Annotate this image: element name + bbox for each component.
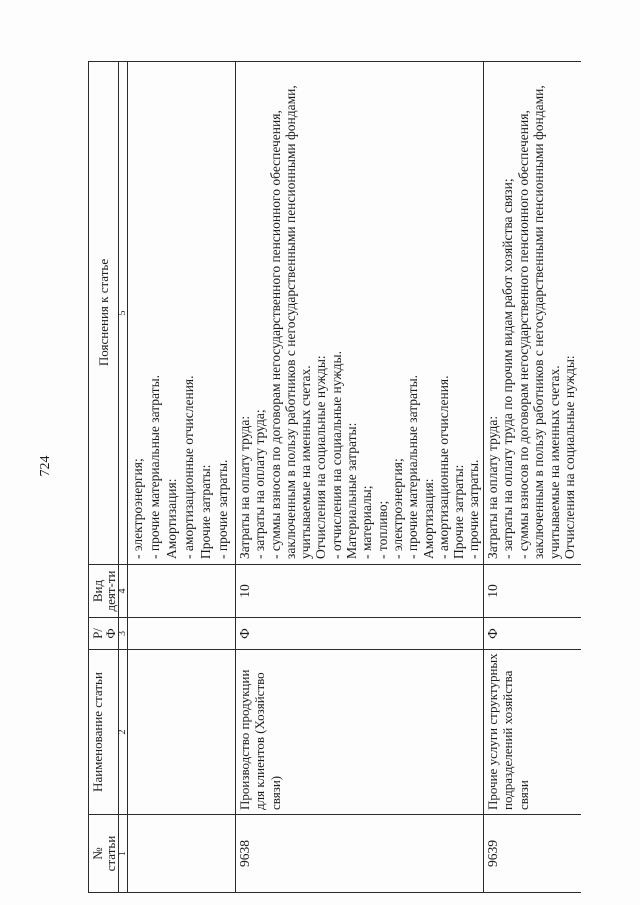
cell-explanation <box>128 62 236 565</box>
explanation-line: - суммы взносов по договорам негосударственного пенсионного обеспечения, <box>515 110 531 559</box>
table-row-9638 <box>236 62 484 893</box>
explanation-line: заключенным в пользу работников с негосударственными пенсионными фондами, <box>282 85 298 559</box>
article-number: 9638 <box>237 840 252 867</box>
rotated-table-container <box>88 62 580 893</box>
column-number: 3 <box>119 618 128 650</box>
header-line: деят-ти <box>103 570 118 612</box>
header-article-name <box>89 650 119 815</box>
cell-article-name <box>128 650 236 815</box>
cell-rf <box>484 618 581 650</box>
page-number: 724 <box>38 455 53 477</box>
article-name-line: для клиентов (Хозяйство <box>252 672 268 810</box>
article-name-line: связи) <box>267 775 283 810</box>
cell-explanation <box>236 62 484 565</box>
articles-table <box>88 61 581 893</box>
column-number: 5 <box>119 62 128 565</box>
cell-rf <box>128 618 236 650</box>
cell-rf <box>236 618 484 650</box>
header-rf <box>89 618 119 650</box>
article-name-line: подразделений хозяйства <box>500 670 516 810</box>
header-activity-type <box>89 565 119 618</box>
article-name-line: Производство продукции <box>237 669 252 810</box>
header-explanation <box>89 62 119 565</box>
explanation-line: - затраты на оплату труда по прочим видам работ хозяйства связи; <box>500 178 516 559</box>
explanation-line: Отчисления на социальные нужды: <box>313 355 329 559</box>
explanation-line: - прочие затраты. <box>215 459 230 559</box>
explanation-line: - амортизационные отчисления. <box>435 375 451 559</box>
cell-activity-type <box>484 565 581 618</box>
activity-type-value: 10 <box>485 584 500 598</box>
explanation-line: Амортизация: <box>420 478 436 559</box>
explanation-line: - затраты на оплату труда; <box>252 409 268 559</box>
column-number: 2 <box>119 650 128 815</box>
header-line: Ф <box>103 628 118 639</box>
cell-article-name <box>484 650 581 815</box>
column-numbers-row <box>119 62 128 893</box>
rf-value: Ф <box>485 628 500 639</box>
column-number: 4 <box>119 565 128 618</box>
cell-article-number <box>236 815 484 893</box>
explanation-line: - суммы взносов по договорам негосударственного пенсионного обеспечения, <box>267 110 283 559</box>
cell-explanation <box>484 62 581 565</box>
explanation-line: Прочие затраты: <box>198 464 213 559</box>
activity-type-value: 10 <box>237 584 252 598</box>
header-line: Наименование статьи <box>90 672 105 792</box>
table-row-continuation <box>128 62 236 893</box>
explanation-line: Амортизация: <box>164 478 179 559</box>
explanation-line: Затраты на оплату труда: <box>485 415 500 559</box>
explanation-line: Материальные затраты: <box>344 422 360 559</box>
explanation-line: учитываемые на именных счетах. <box>298 365 314 559</box>
explanation-line: учитываемые на именных счетах. <box>546 365 562 559</box>
explanation-line: - электроэнергия; <box>130 458 145 559</box>
explanation-line: - топливо; <box>374 500 390 559</box>
article-name-line: связи <box>515 780 531 810</box>
cell-activity-type <box>128 565 236 618</box>
explanation-line: Затраты на оплату труда: <box>237 415 252 559</box>
article-name-line: Прочие услуги структурных <box>485 653 500 810</box>
header-line: Пояснения к статье <box>96 258 111 367</box>
explanation-line: - материалы; <box>359 485 375 559</box>
header-line: Вид <box>90 579 105 603</box>
cell-article-name <box>236 650 484 815</box>
header-line: Р/ <box>90 628 105 639</box>
article-number: 9639 <box>485 840 500 867</box>
header-line: № <box>90 847 105 860</box>
rf-value: Ф <box>237 628 252 639</box>
header-line: статьи <box>103 835 118 872</box>
explanation-line: заключенным в пользу работников с негосударственными пенсионными фондами, <box>531 85 547 559</box>
explanation-line: - прочие материальные затраты. <box>405 374 421 559</box>
explanation-line: Прочие затраты: <box>451 464 467 559</box>
explanation-line: Отчисления на социальные нужды: <box>562 355 578 559</box>
table-row-9639 <box>484 62 581 893</box>
explanation-line: - амортизационные отчисления. <box>181 375 196 559</box>
explanation-line: - отчисления на социальные нужды. <box>328 351 344 559</box>
explanation-line: - электроэнергия; <box>389 458 405 559</box>
cell-activity-type <box>236 565 484 618</box>
column-number: 1 <box>119 815 128 893</box>
explanation-line: - прочие материальные затраты. <box>147 374 162 559</box>
header-article-number <box>89 815 119 893</box>
explanation-line: - прочие затраты. <box>466 459 482 559</box>
cell-article-number <box>484 815 581 893</box>
table-header-row <box>89 62 119 893</box>
cell-article-number <box>128 815 236 893</box>
